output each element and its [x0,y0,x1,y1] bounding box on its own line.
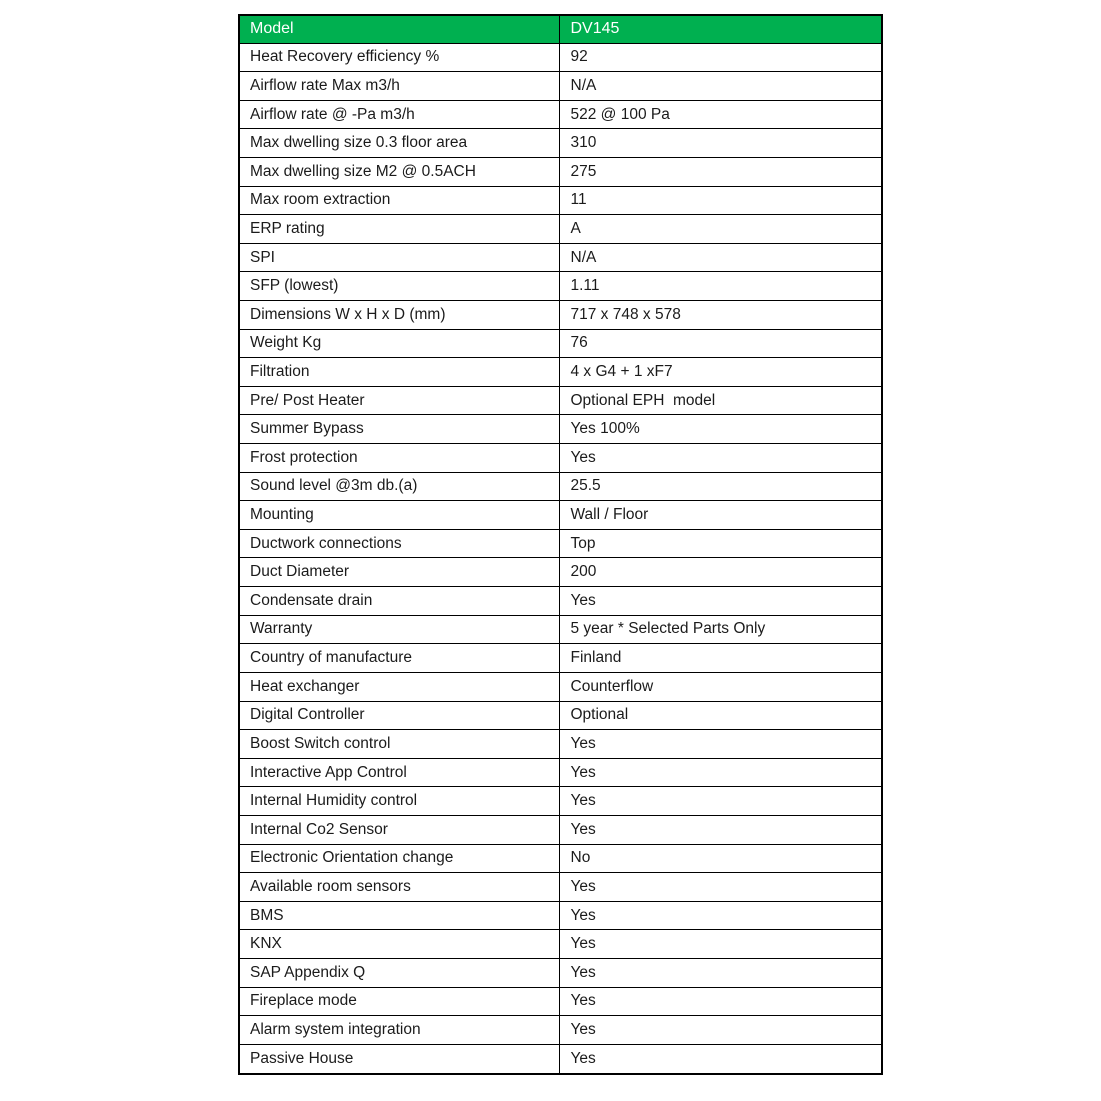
table-row [239,587,882,616]
table-row [239,300,882,329]
spec-value-cell: Yes [559,587,882,616]
spec-label-cell: Boost Switch control [239,730,559,759]
spec-label-cell: SAP Appendix Q [239,959,559,988]
table-row [239,501,882,530]
spec-label-cell: Duct Diameter [239,558,559,587]
spec-label-cell: Max room extraction [239,186,559,215]
spec-label-cell: Internal Co2 Sensor [239,815,559,844]
table-row [239,758,882,787]
table-row [239,959,882,988]
spec-value-cell: Top [559,529,882,558]
spec-table-header [239,15,882,43]
table-row [239,472,882,501]
spec-label-cell: Pre/ Post Heater [239,386,559,415]
spec-label-cell: Mounting [239,501,559,530]
spec-value-cell: Yes [559,758,882,787]
spec-label-cell: Heat Recovery efficiency % [239,43,559,72]
spec-value-cell: N/A [559,72,882,101]
spec-label-cell: Airflow rate Max m3/h [239,72,559,101]
spec-value-cell: Yes [559,444,882,473]
spec-label-cell: Internal Humidity control [239,787,559,816]
spec-value-cell: Yes [559,1016,882,1045]
table-row [239,787,882,816]
spec-value-cell: 717 x 748 x 578 [559,300,882,329]
spec-value-cell: 522 @ 100 Pa [559,100,882,129]
spec-label-cell: ERP rating [239,215,559,244]
table-row [239,844,882,873]
spec-label-cell: SPI [239,243,559,272]
spec-label-cell: Interactive App Control [239,758,559,787]
table-row [239,329,882,358]
spec-value-cell: 200 [559,558,882,587]
table-row [239,558,882,587]
spec-label-cell: Available room sensors [239,873,559,902]
table-row [239,43,882,72]
table-row [239,100,882,129]
spec-value-cell: Optional [559,701,882,730]
table-row [239,1044,882,1074]
table-row [239,444,882,473]
spec-label-cell: Weight Kg [239,329,559,358]
spec-value-cell: Wall / Floor [559,501,882,530]
spec-label-cell: Fireplace mode [239,987,559,1016]
spec-value-cell: Yes [559,901,882,930]
spec-label-cell: Dimensions W x H x D (mm) [239,300,559,329]
spec-value-cell: 275 [559,157,882,186]
spec-value-cell: Yes [559,873,882,902]
spec-value-cell: Finland [559,644,882,673]
table-row [239,615,882,644]
spec-label-cell: Warranty [239,615,559,644]
spec-label-cell: KNX [239,930,559,959]
spec-label-cell: Passive House [239,1044,559,1074]
spec-label-cell: BMS [239,901,559,930]
spec-value-cell: 11 [559,186,882,215]
spec-value-cell: Yes [559,730,882,759]
spec-label-cell: Digital Controller [239,701,559,730]
spec-label-cell: SFP (lowest) [239,272,559,301]
spec-label-cell: Max dwelling size 0.3 floor area [239,129,559,158]
spec-value-cell: 25.5 [559,472,882,501]
table-row [239,358,882,387]
spec-label-cell: Heat exchanger [239,672,559,701]
spec-label-cell: Summer Bypass [239,415,559,444]
spec-value-cell: Yes 100% [559,415,882,444]
spec-value-cell: Yes [559,987,882,1016]
spec-label-cell: Sound level @3m db.(a) [239,472,559,501]
table-row [239,386,882,415]
spec-value-cell: Yes [559,1044,882,1074]
spec-table-body [239,43,882,1074]
spec-table-container [238,14,883,1075]
spec-label-cell: Ductwork connections [239,529,559,558]
table-row [239,186,882,215]
table-row [239,815,882,844]
spec-value-cell: Yes [559,787,882,816]
spec-label-cell: Frost protection [239,444,559,473]
table-row [239,901,882,930]
table-row [239,529,882,558]
table-row [239,672,882,701]
spec-value-cell: Yes [559,930,882,959]
spec-value-cell: Yes [559,815,882,844]
header-row [239,15,882,43]
spec-value-cell: 92 [559,43,882,72]
table-row [239,72,882,101]
table-row [239,701,882,730]
spec-label-cell: Country of manufacture [239,644,559,673]
spec-value-cell: 5 year * Selected Parts Only [559,615,882,644]
spec-table [238,14,883,1075]
table-row [239,873,882,902]
spec-label-cell: Condensate drain [239,587,559,616]
table-row [239,415,882,444]
table-row [239,644,882,673]
spec-value-cell: Counterflow [559,672,882,701]
spec-label-cell: Max dwelling size M2 @ 0.5ACH [239,157,559,186]
table-row [239,157,882,186]
spec-value-cell: No [559,844,882,873]
column-header-model: Model [239,15,559,43]
column-header-dv145: DV145 [559,15,882,43]
table-row [239,129,882,158]
spec-label-cell: Electronic Orientation change [239,844,559,873]
spec-value-cell: N/A [559,243,882,272]
spec-value-cell: 76 [559,329,882,358]
table-row [239,215,882,244]
table-row [239,272,882,301]
spec-value-cell: 310 [559,129,882,158]
spec-value-cell: Optional EPH model [559,386,882,415]
spec-label-cell: Filtration [239,358,559,387]
spec-label-cell: Airflow rate @ -Pa m3/h [239,100,559,129]
spec-value-cell: 1.11 [559,272,882,301]
table-row [239,730,882,759]
table-row [239,1016,882,1045]
table-row [239,930,882,959]
table-row [239,243,882,272]
spec-value-cell: 4 x G4 + 1 xF7 [559,358,882,387]
spec-value-cell: A [559,215,882,244]
spec-label-cell: Alarm system integration [239,1016,559,1045]
spec-value-cell: Yes [559,959,882,988]
table-row [239,987,882,1016]
